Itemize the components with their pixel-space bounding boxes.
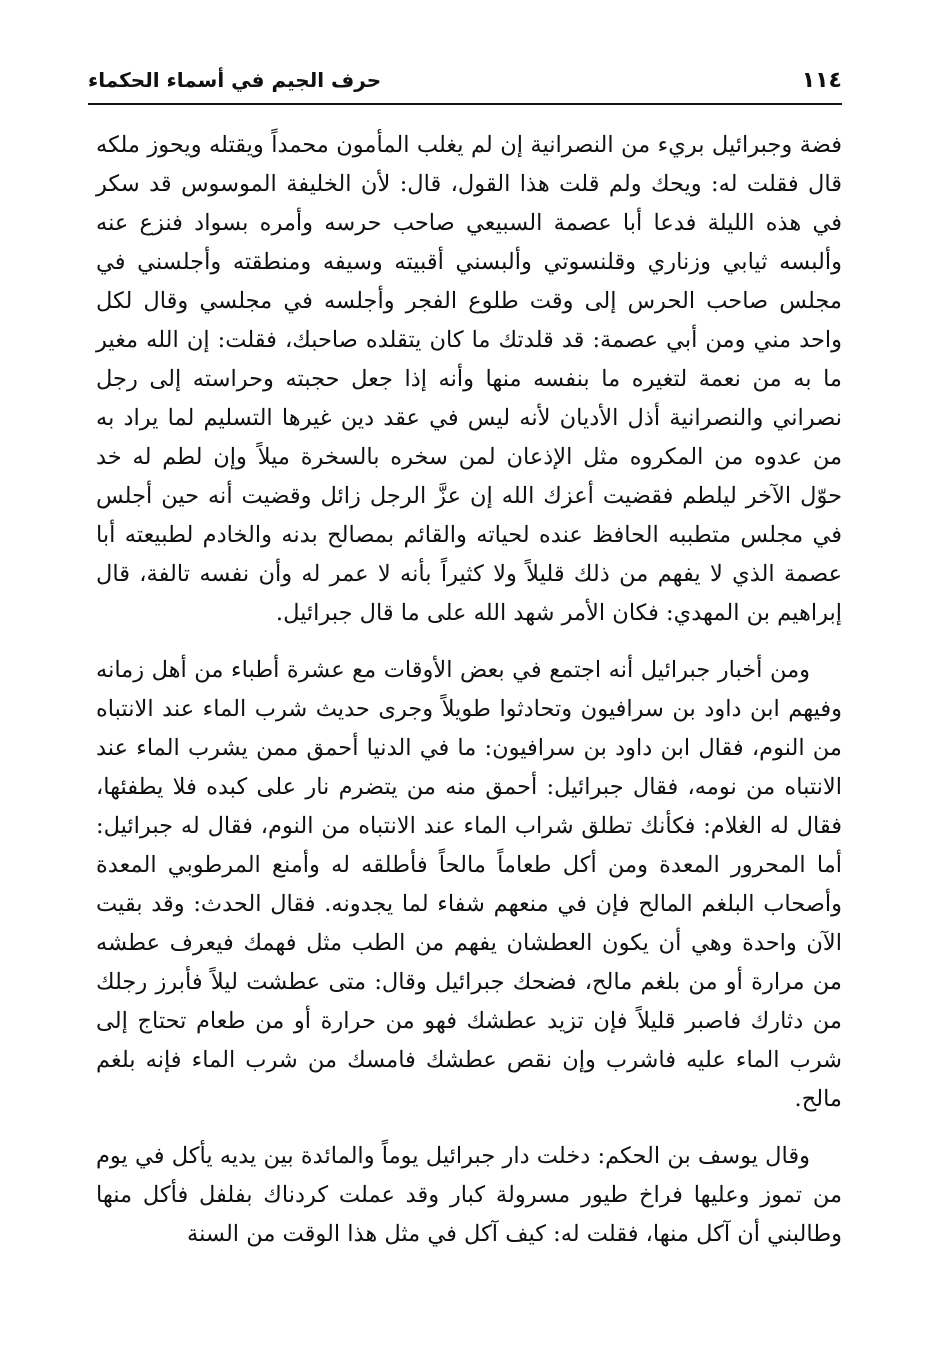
page-header (88, 60, 842, 100)
paragraph-water-anecdote: ومن أخبار جبرائيل أنه اجتمع في بعض الأوقات مع عشرة أطباء من أهل زمانه وفيهم ابن داود بن سرافيون وتحادثوا طويلاً وجرى حديث شرب الماء عند الانتباه من النوم، فقال ابن داود بن سرافيون: ما في الدنيا أحمق ممن يشرب الماء عند الانتباه من نومه، فقال جبرائيل: أحمق منه من يتضرم نار على كبده فلا يطفئها، فقال له الغلام: فكأنك تطلق شراب الماء عند الانتباه من النوم، فقال له جبرائيل: أما المحرور المعدة ومن أكل طعاماً مالحاً فأطلقه له وأمنع المرطوبي المعدة وأصحاب البلغم المالح فإن في منعهم شفاء لما يجدونه. فقال الحدث: وقد بقيت الآن واحدة وهي أن يكون العطشان يفهم من الطب مثل فهمك فيعرف عطشه من مرارة أو من بلغم مالح، فضحك جبرائيل وقال: متى عطشت ليلاً فأبرز رجلك من دثارك فاصبر قليلاً فإن تزيد عطشك فهو من حرارة أو من طعام تحتاج إلى شرب الماء عليه فاشرب وإن نقص عطشك فامسك من شرب الماء فإنه بلغم مالح. (96, 657, 842, 1112)
paragraph-yusuf-anecdote: وقال يوسف بن الحكم: دخلت دار جبرائيل يوماً والمائدة بين يديه يأكل في يوم من تموز وعليها فراخ طيور مسرولة كبار وقد عملت كردناك بفلفل فأكل منها وطالبني أن آكل منها، فقلت له: كيف آكل في مثل هذا الوقت من السنة (96, 1143, 842, 1247)
header-divider (88, 103, 842, 105)
page-number: ١١٤ (801, 67, 842, 93)
paragraph-continuation: فضة وجبرائيل بريء من النصرانية إن لم يغلب المأمون محمداً ويقتله ويحوز ملكه قال فقلت له: ويحك ولم قلت هذا القول، قال: لأن الخليفة الموسوس قد سكر في هذه الليلة فدعا أبا عصمة السبيعي صاحب حرسه وأمره بسواد فنزع عنه وألبسه ثيابي وزناري وقلنسوتي وألبسني أقبيته وسيفه ومنطقته وأجلسني في مجلس صاحب الحرس إلى وقت طلوع الفجر وأجلسه في مجلسي وقال لكل واحد مني ومن أبي عصمة: قد قلدتك ما كان يتقلده صاحبك، فقلت: إن الله مغير ما به من نعمة لتغيره ما بنفسه منها وأنه إذا جعل حجبته وحراسته إلى رجل نصراني والنصرانية أذل الأديان لأنه ليس في عقد دين غيرها التسليم لما يراد به من عدوه من المكروه مثل الإذعان لمن سخره بالسخرة ميلاً وإن لطم له خد حوّل الآخر ليلطم فقضيت أعزك الله إن عزَّ الرجل زائل وقضيت أنه حين أجلس في مجلس متطببه الحافظ عنده لحياته والقائم بمصالح بدنه والخادم لطبيعته أبا عصمة الذي لا يفهم من ذلك قليلاً ولا كثيراً بأنه لا عمر له وأن نفسه تالفة، قال إبراهيم بن المهدي: فكان الأمر شهد الله على ما قال جبرائيل. (96, 132, 842, 626)
running-title: حرف الجيم في أسماء الحكماء (88, 68, 382, 92)
body-text (96, 126, 842, 1254)
